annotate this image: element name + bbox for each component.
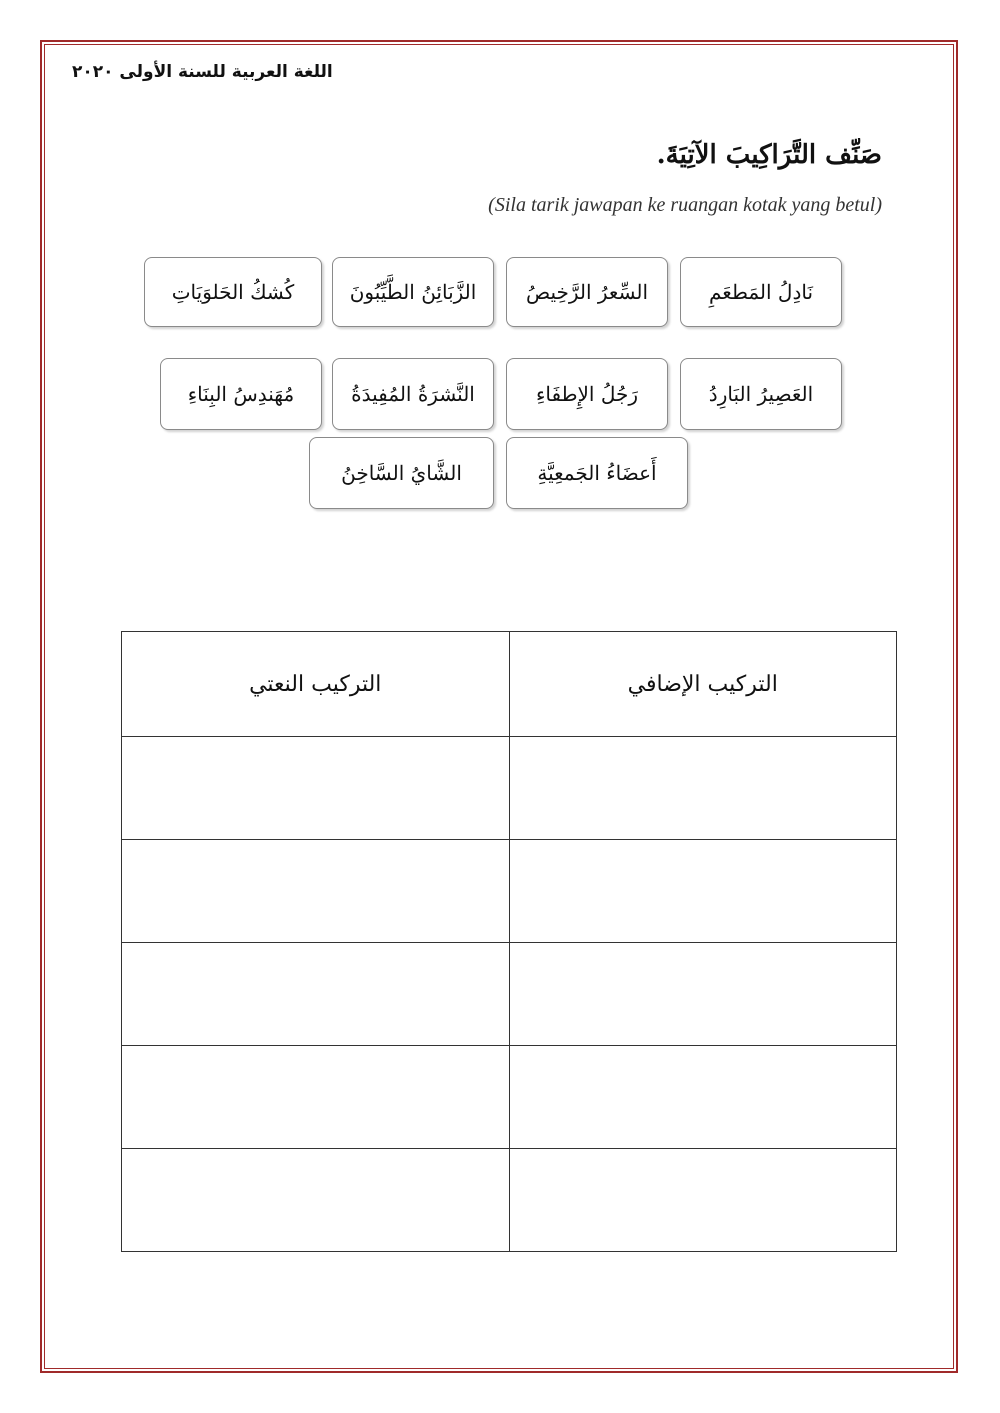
table-row [122,737,897,840]
classification-table [121,631,897,1252]
drop-zone-idafi[interactable] [509,1046,897,1149]
word-card[interactable] [309,437,494,509]
table-row [122,943,897,1046]
word-card[interactable] [160,358,322,430]
table-row [122,840,897,943]
column-header-idafi: التركيب الإضافي [509,632,897,737]
table-row [122,1149,897,1252]
word-card-label: نَادِلُ المَطعَمِ [708,280,814,304]
drop-zone-idafi[interactable] [509,737,897,840]
word-card[interactable] [144,257,322,327]
drop-zone-naati[interactable] [122,1046,510,1149]
drop-zone-naati[interactable] [122,840,510,943]
word-card-label: مُهَندِسُ البِنَاءِ [187,382,295,406]
drop-zone-idafi[interactable] [509,840,897,943]
word-card[interactable] [680,257,842,327]
word-card-label: العَصِيرُ البَارِدُ [708,382,814,406]
drop-zone-idafi[interactable] [509,943,897,1046]
word-card[interactable] [506,437,688,509]
word-card-label: رَجُلُ الإِطفَاءِ [535,382,639,406]
drop-zone-idafi[interactable] [509,1149,897,1252]
word-card[interactable] [680,358,842,430]
word-card[interactable] [332,257,494,327]
column-header-naati: التركيب النعتي [122,632,510,737]
word-card-label: أَعضَاءُ الجَمعِيَّةِ [537,461,657,485]
drop-zone-naati[interactable] [122,1149,510,1252]
word-card[interactable] [506,358,668,430]
worksheet-header: اللغة العربية للسنة الأولى ٢٠٢٠ [72,62,333,82]
table-row [122,1046,897,1149]
word-card[interactable] [332,358,494,430]
word-card-label: كُشكُ الحَلوَيَاتِ [171,280,295,304]
word-card-label: الشَّايُ السَّاخِنُ [341,461,462,485]
instruction-malay: (Sila tarik jawapan ke ruangan kotak yang betul) [488,194,882,216]
drop-zone-naati[interactable] [122,943,510,1046]
word-card-label: السِّعرُ الرَّخِيصُ [525,280,649,304]
drop-zone-naati[interactable] [122,737,510,840]
word-card-label: الزَّبَائِنُ الطَّيِّبُونَ [349,280,477,304]
word-card-label: النَّشرَةُ المُفِيدَةُ [351,382,475,406]
instruction-arabic: صَنِّف التَّرَاكِيبَ الآتِيَةَ. [656,140,882,170]
table-header-row [122,632,897,737]
word-card[interactable] [506,257,668,327]
